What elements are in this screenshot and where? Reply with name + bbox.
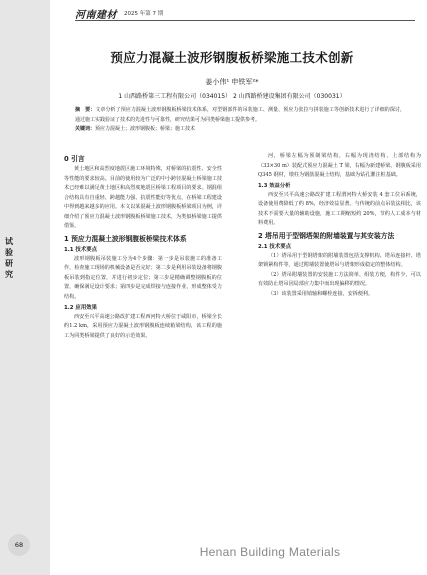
footer-journal-title: Henan Building Materials (199, 545, 341, 559)
paper-authors: 姜小伟¹ 申铁军²* (205, 78, 259, 86)
body-paragraph: （3）该装置采用销轴和螺栓连接，安拆便利。 (268, 291, 374, 298)
body-paragraph: （2）塔吊附墙装置的安装施工方法简单，组装方便，构件少，可以有效防止塔吊因局部应力集中而出现偏移的情况。 (258, 271, 421, 288)
keywords-label: 关键词： (75, 126, 96, 133)
abstract-label: 摘 要： (75, 107, 96, 113)
journal-name: 河南建材 (75, 9, 117, 21)
section-heading: 0 引言 (64, 155, 85, 163)
body-paragraph: 西安至兴平高速公路改扩建工程渭河特大桥安装 4 套工位吊系统，设备使用费降低了约 8%，经济效益显著。与传统的前点吊装法相比，该技术不需要大量的辅助设施，施工工期缩短约 20%，节约人工成本与材料费用。 (258, 191, 421, 227)
body-paragraph: 河，桥梁左幅为预制梁结构，右幅为现浇结构，上部结构为（33×30 m）装配式预应力混凝土 T 梁，右幅为新建桥梁。钢腹板采用 Q345 钢材，墩柱为钢筋混凝土结构，基础为钻孔灌注桩基础。 (258, 153, 421, 179)
section-heading: 1.2 应用效果 (64, 304, 97, 311)
paper-title: 预应力混凝土波形钢腹板桥梁施工技术创新 (110, 50, 354, 65)
body-paragraph: 西安至兴平高速公路改扩建工程西河特大桥位于咸阳市，桥梁全长约1.2 km，采用预应力混凝土波形钢腹板连续箱梁结构，该工程的施工为同类桥梁提供了良好的示范效果。 (64, 313, 222, 339)
section-heading: 2.1 技术要点 (258, 243, 291, 250)
abstract-block (75, 106, 405, 135)
paper-affiliations: 1 山西路桥第三工程有限公司（034015） 2 山西路桥建设集团有限公司（030031） (118, 93, 346, 100)
section-heading: 2 塔吊用于型钢塔架的附墙装置与其安装方法 (258, 231, 395, 240)
section-heading: 1.3 效益分析 (258, 182, 291, 189)
section-heading: 1.1 技术要点 (64, 246, 97, 253)
body-paragraph: 波形钢腹板吊装施工分为4个步骤：第一步是吊装施工的准备工作，检查施工现场的机械设备是否完好；第二步是利用吊装设备将钢腹板吊装到指定位置，并进行初步定位；第三步是精确调整钢腹板的位置，确保满足设计要求；第四步是完成焊接与连接作业，形成整体受力结构。 (64, 255, 222, 301)
issue-label: 2025 年第 7 期 (124, 11, 164, 17)
side-stripe (0, 0, 50, 575)
body-paragraph: （1）塔吊用于型钢塔架的附墙装置包括支撑机构、塔吊连接杆、塔架锁紧构件等，通过附墙装置使塔吊与塔架形成稳定的整体结构。 (258, 252, 421, 269)
section-heading: 1 预应力混凝土波形钢腹板桥梁技术体系 (64, 234, 187, 243)
right-column (258, 152, 421, 300)
keywords-text: 预应力混凝土；波形钢腹板；桥梁；施工技术 (95, 126, 196, 133)
abstract-text: 文章分析了预应力混凝土波形钢腹板桥梁技术体系，对型钢部件的吊装施工、测量、预应力张拉与拼装施工等创新技术进行了详细的探讨，通过施工实践验证了技术的先进性与可靠性，研究结果可为同类桥梁施工提供参考。 (75, 107, 405, 123)
page-number: 68 (8, 534, 30, 556)
side-section-label: 试验研究 (5, 237, 13, 279)
body-paragraph: 黄土地区和高烈度地震区施工环境特殊，对桥梁的抗震性、安全性等性能的要求较高。目前的使用较为广泛的中小跨径混凝土桥梁施工技术已经难以满足黄土地区和高烈度地震区桥梁工程项目的要求。钢混组合结构具有自重轻、跨越能力强、抗震性能好等优点，在桥梁工程建设中得到越来越多的应用。本文以某混凝土波形钢腹板桥梁项目为例，详细介绍了预应力混凝土波形钢腹板桥梁施工技术，为类似桥梁施工提供借鉴。 (64, 166, 222, 230)
left-column (64, 152, 222, 341)
header-rule (75, 20, 415, 21)
running-header (75, 6, 415, 20)
